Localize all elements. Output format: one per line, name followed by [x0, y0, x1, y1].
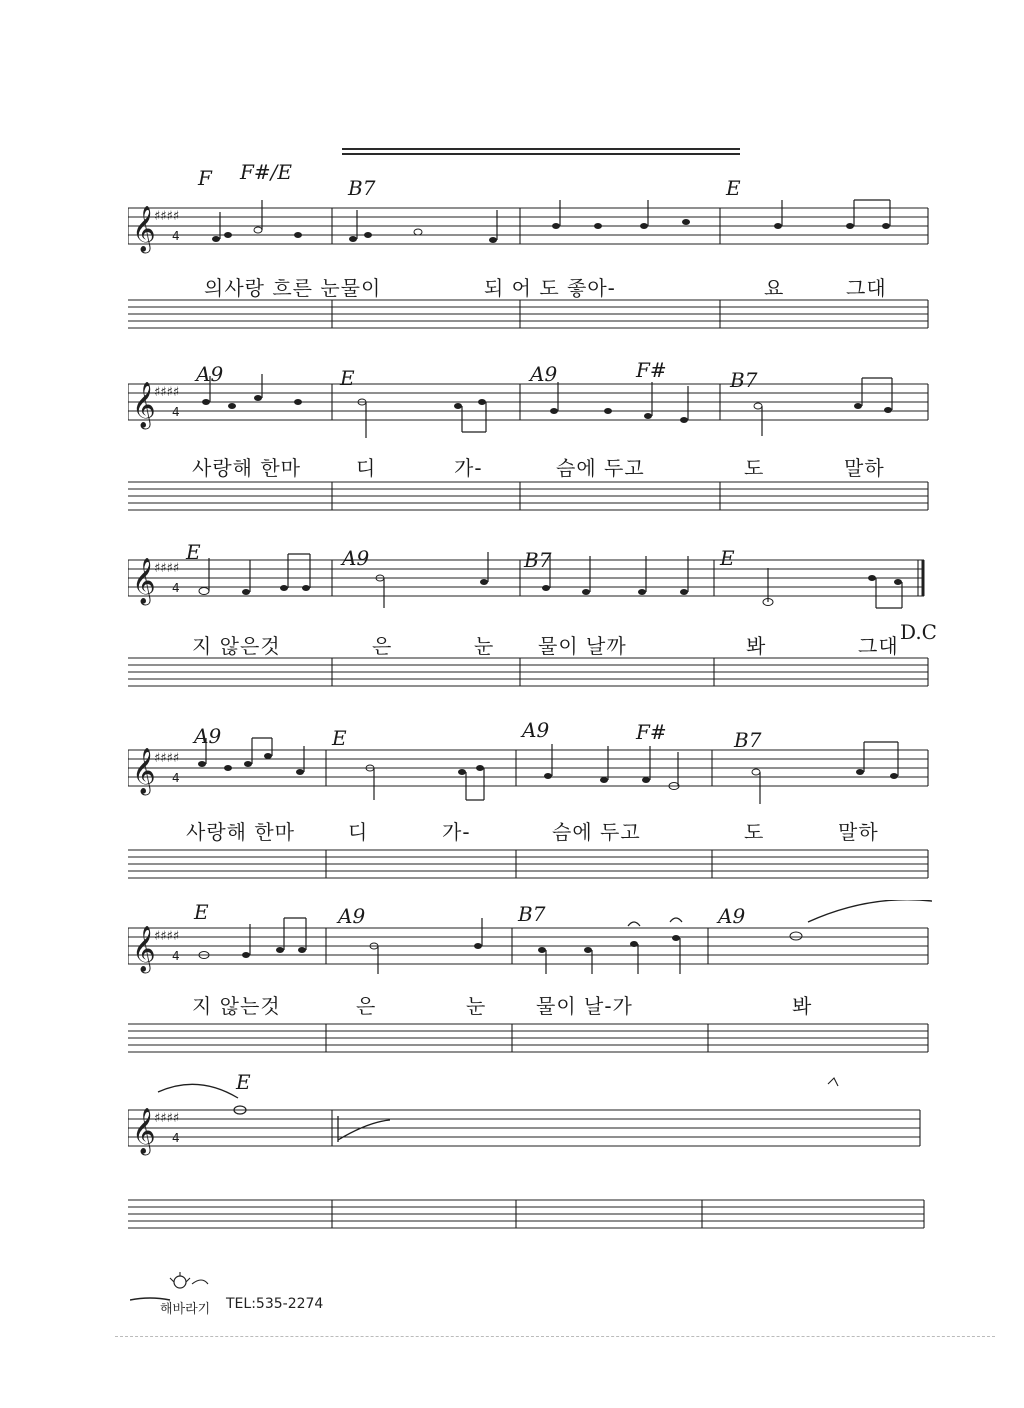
- chord-label: B7: [730, 368, 758, 392]
- chord-label: A9: [342, 546, 370, 570]
- chord-label: F: [198, 166, 212, 190]
- svg-text:♯♯♯♯: ♯♯♯♯: [154, 751, 180, 766]
- page-bottom-rule: [115, 1336, 995, 1337]
- lyric-text: 의사랑 흐른 눈물이: [204, 276, 382, 300]
- svg-text:4: 4: [172, 771, 180, 785]
- footer-logo: [130, 1270, 390, 1320]
- chord-label: E: [720, 546, 735, 570]
- lyric-text: 그대: [858, 634, 899, 658]
- lyric-text: 슴에 두고: [552, 820, 641, 844]
- dc-marking: D.C: [900, 620, 937, 644]
- staff-system-6: [128, 1076, 932, 1246]
- lyric-text: 사랑해 한마: [192, 456, 301, 480]
- chord-label: A9: [718, 904, 746, 928]
- lyric-text: 은: [372, 634, 393, 658]
- chord-label: B7: [348, 176, 376, 200]
- lyric-text: 되 어 도 좋아-: [484, 276, 616, 300]
- lyric-text: 눈: [466, 994, 487, 1018]
- system-2: [128, 356, 932, 526]
- lyric-text: 도: [744, 456, 765, 480]
- lyric-text: 말하: [838, 820, 879, 844]
- svg-text:♯♯♯♯: ♯♯♯♯: [154, 385, 180, 400]
- chord-label: B7: [518, 902, 546, 926]
- svg-text:4: 4: [172, 1131, 180, 1145]
- lyric-text: 물이 날까: [538, 634, 627, 658]
- system-3: [128, 532, 937, 702]
- svg-text:♯♯♯♯: ♯♯♯♯: [154, 1111, 180, 1126]
- lyric-text: 봐: [792, 994, 813, 1018]
- lyric-text: 지 않는것: [192, 994, 281, 1018]
- staff-system-1: [128, 180, 932, 350]
- chord-label: B7: [524, 548, 552, 572]
- chord-label: F#: [636, 358, 667, 382]
- svg-text:𝄞: 𝄞: [132, 1108, 156, 1154]
- svg-text:♯♯♯♯: ♯♯♯♯: [154, 209, 180, 224]
- svg-text:𝄞: 𝄞: [132, 748, 156, 794]
- lyric-text: 요: [764, 276, 785, 300]
- lyric-text: 도: [744, 820, 765, 844]
- lyric-text: 물이 날-가: [536, 994, 633, 1018]
- title-rule-bottom: [342, 153, 740, 155]
- lyric-text: 그대: [846, 276, 887, 300]
- system-4: [128, 716, 932, 886]
- lyric-text: 눈: [474, 634, 495, 658]
- brand-name: 해바라기: [160, 1302, 211, 1317]
- lyric-text: 은: [356, 994, 377, 1018]
- phone-number: TEL:535-2274: [226, 1296, 324, 1312]
- chord-label: E: [186, 540, 201, 564]
- chord-label: E: [332, 726, 347, 750]
- svg-text:4: 4: [172, 229, 180, 243]
- chord-label: F#/E: [240, 160, 292, 184]
- title-rule-top: [342, 148, 740, 150]
- lyric-text: 디: [356, 456, 377, 480]
- lyric-text: 사랑해 한마: [186, 820, 295, 844]
- lyric-text: 가-: [454, 456, 483, 480]
- svg-text:♯♯♯♯: ♯♯♯♯: [154, 929, 180, 944]
- svg-text:𝄞: 𝄞: [132, 558, 156, 604]
- system-6: [128, 1070, 932, 1246]
- lyric-text: 말하: [844, 456, 885, 480]
- chord-label: E: [236, 1070, 251, 1094]
- lyric-text: 가-: [442, 820, 471, 844]
- chord-label: A9: [338, 904, 366, 928]
- chord-label: B7: [734, 728, 762, 752]
- chord-label: E: [726, 176, 741, 200]
- lyric-text: 슴에 두고: [556, 456, 645, 480]
- chord-label: A9: [196, 362, 224, 386]
- system-5: [128, 900, 932, 1070]
- svg-text:𝄞: 𝄞: [132, 206, 156, 252]
- chord-label: F#: [636, 720, 667, 744]
- svg-text:4: 4: [172, 405, 180, 419]
- chord-label: A9: [522, 718, 550, 742]
- chord-label: E: [340, 366, 355, 390]
- lyric-text: 지 않은것: [192, 634, 281, 658]
- lyric-text: 디: [348, 820, 369, 844]
- svg-text:4: 4: [172, 581, 180, 595]
- svg-text:𝄞: 𝄞: [132, 382, 156, 428]
- chord-label: A9: [530, 362, 558, 386]
- chord-label: E: [194, 900, 209, 924]
- lyric-text: 봐: [746, 634, 767, 658]
- chord-label: A9: [194, 724, 222, 748]
- svg-text:𝄞: 𝄞: [132, 926, 156, 972]
- system-1: [128, 160, 932, 350]
- svg-text:4: 4: [172, 949, 180, 963]
- svg-text:♯♯♯♯: ♯♯♯♯: [154, 561, 180, 576]
